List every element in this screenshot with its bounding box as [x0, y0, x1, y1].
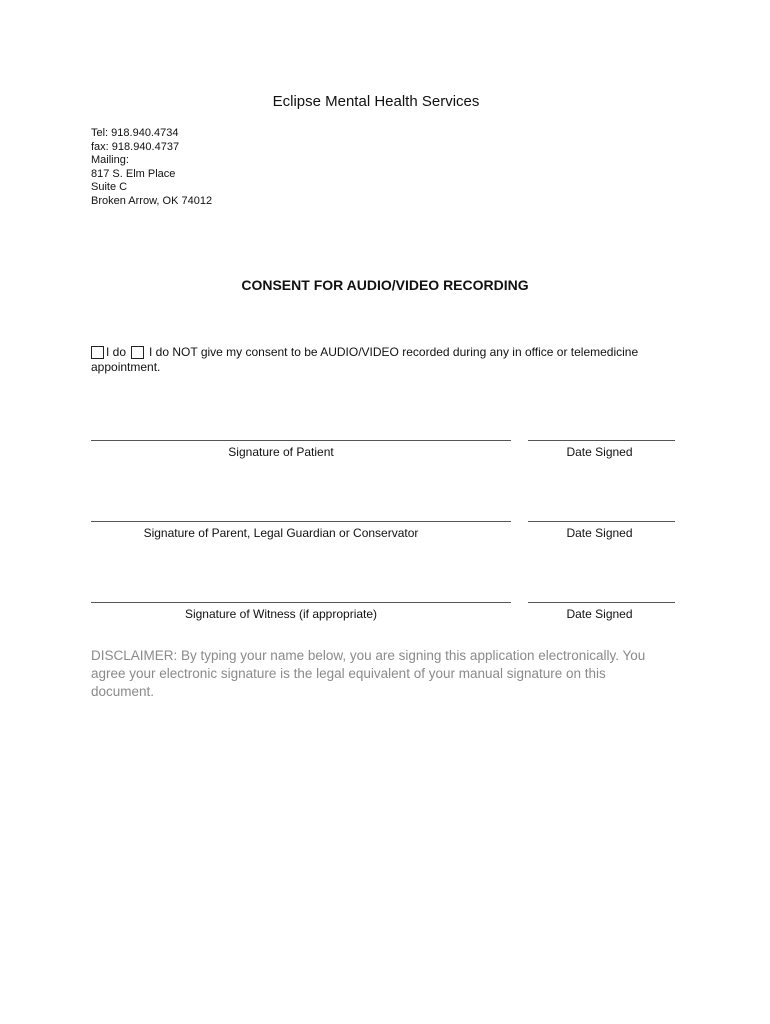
contact-block [91, 127, 212, 208]
patient-signature-label: Signature of Patient [228, 445, 334, 459]
consent-no-label: I do NOT give my consent to be AUDIO/VIDEO recorded during any in office or telemedicine [149, 345, 639, 359]
fax-number: fax: 918.940.4737 [91, 140, 180, 153]
consent-yes-checkbox[interactable] [91, 346, 104, 359]
consent-continuation: appointment. [91, 360, 161, 374]
consent-no-checkbox[interactable] [131, 346, 144, 359]
guardian-date-label: Date Signed [566, 526, 633, 540]
guardian-date-line[interactable] [528, 513, 675, 522]
guardian-signature-label: Signature of Parent, Legal Guardian or Conservator [143, 526, 419, 540]
consent-section [91, 345, 691, 375]
witness-date-label: Date Signed [566, 607, 633, 621]
suite: Suite C [91, 181, 128, 193]
street-address: 817 S. Elm Place [91, 167, 176, 180]
guardian-signature-line[interactable] [91, 513, 511, 522]
city-state-zip: Broken Arrow, OK 74012 [91, 194, 213, 207]
patient-date-label: Date Signed [566, 445, 633, 459]
form-title: CONSENT FOR AUDIO/VIDEO RECORDING [241, 277, 529, 293]
witness-signature-label: Signature of Witness (if appropriate) [184, 607, 378, 621]
patient-signature-line[interactable] [91, 432, 511, 441]
consent-yes-label: I do [106, 345, 127, 359]
witness-date-line[interactable] [528, 594, 675, 603]
mailing-label: Mailing: [91, 154, 129, 166]
patient-signature-row [91, 432, 676, 462]
phone-number: Tel: 918.940.4734 [91, 127, 179, 139]
patient-date-line[interactable] [528, 432, 675, 441]
witness-signature-line[interactable] [91, 594, 511, 603]
witness-signature-row [91, 594, 676, 624]
disclaimer-text: DISCLAIMER: By typing your name below, you are signing this application electronically. You agree your electronic signature is the legal equivalent of your manual signature on this document. [91, 648, 646, 699]
guardian-signature-row [91, 513, 676, 543]
organization-name: Eclipse Mental Health Services [272, 93, 480, 110]
